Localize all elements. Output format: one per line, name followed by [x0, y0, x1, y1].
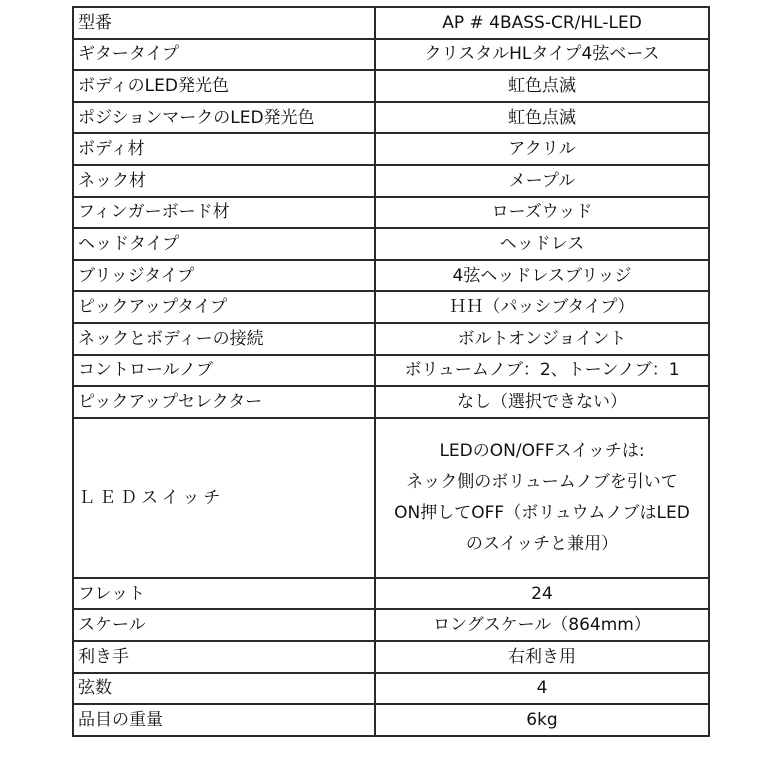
table-row: [73, 39, 709, 71]
spec-value: 24: [375, 578, 709, 610]
spec-value: 4: [375, 673, 709, 705]
table-row: [73, 704, 709, 736]
spec-value: アクリル: [375, 133, 709, 165]
table-row: [73, 165, 709, 197]
table-row: [73, 133, 709, 165]
spec-value-line: LEDのON/OFFスイッチは:: [439, 440, 645, 461]
spec-value: [375, 418, 709, 578]
spec-value: 4弦ヘッドレスブリッジ: [375, 260, 709, 292]
table-row: [73, 418, 709, 578]
spec-label: ネックとボディーの接続: [73, 323, 375, 355]
spec-label: ギタータイプ: [73, 39, 375, 71]
spec-label: コントロールノブ: [73, 355, 375, 387]
table-row: [73, 228, 709, 260]
spec-label: ネック材: [73, 165, 375, 197]
table-row: [73, 7, 709, 39]
spec-label: ボディ材: [73, 133, 375, 165]
spec-value-line: ネック側のボリュームノブを引いて: [406, 471, 678, 492]
table-row: [73, 291, 709, 323]
table-row: [73, 355, 709, 387]
table-row: [73, 70, 709, 102]
spec-value: メープル: [375, 165, 709, 197]
table-row: [73, 102, 709, 134]
spec-label: ボディのLED発光色: [73, 70, 375, 102]
spec-value: AP # 4BASS-CR/HL-LED: [375, 7, 709, 39]
spec-label: ヘッドタイプ: [73, 228, 375, 260]
spec-label: フィンガーボード材: [73, 197, 375, 229]
spec-value: 6kg: [375, 704, 709, 736]
spec-table: [72, 6, 710, 737]
table-row: [73, 641, 709, 673]
spec-value: なし（選択できない）: [375, 386, 709, 418]
spec-value: ＨＨ（パッシブタイプ）: [375, 291, 709, 323]
spec-label: 型番: [73, 7, 375, 39]
spec-label: ブリッジタイプ: [73, 260, 375, 292]
spec-label: 利き手: [73, 641, 375, 673]
spec-label: スケール: [73, 609, 375, 641]
spec-value: 虹色点滅: [375, 102, 709, 134]
table-row: [73, 609, 709, 641]
spec-value-line: のスイッチと兼用）: [465, 533, 619, 554]
spec-value-line: ON押してOFF（ボリュウムノブはLED: [394, 502, 690, 523]
spec-value: ロングスケール（864mm）: [375, 609, 709, 641]
table-row: [73, 578, 709, 610]
spec-label: ＬＥＤスイッチ: [73, 418, 375, 578]
spec-value: ヘッドレス: [375, 228, 709, 260]
table-row: [73, 197, 709, 229]
spec-value: 右利き用: [375, 641, 709, 673]
spec-value: クリスタルHLタイプ4弦ベース: [375, 39, 709, 71]
table-row: [73, 673, 709, 705]
table-row: [73, 260, 709, 292]
spec-value: ローズウッド: [375, 197, 709, 229]
spec-label: 品目の重量: [73, 704, 375, 736]
table-row: [73, 386, 709, 418]
spec-value: ボリュームノブ：2、トーンノブ：1: [375, 355, 709, 387]
spec-label: ポジションマークのLED発光色: [73, 102, 375, 134]
spec-value: ボルトオンジョイント: [375, 323, 709, 355]
spec-label: 弦数: [73, 673, 375, 705]
spec-label: ピックアップセレクター: [73, 386, 375, 418]
spec-label: フレット: [73, 578, 375, 610]
table-row: [73, 323, 709, 355]
spec-label: ピックアップタイプ: [73, 291, 375, 323]
spec-value: 虹色点滅: [375, 70, 709, 102]
